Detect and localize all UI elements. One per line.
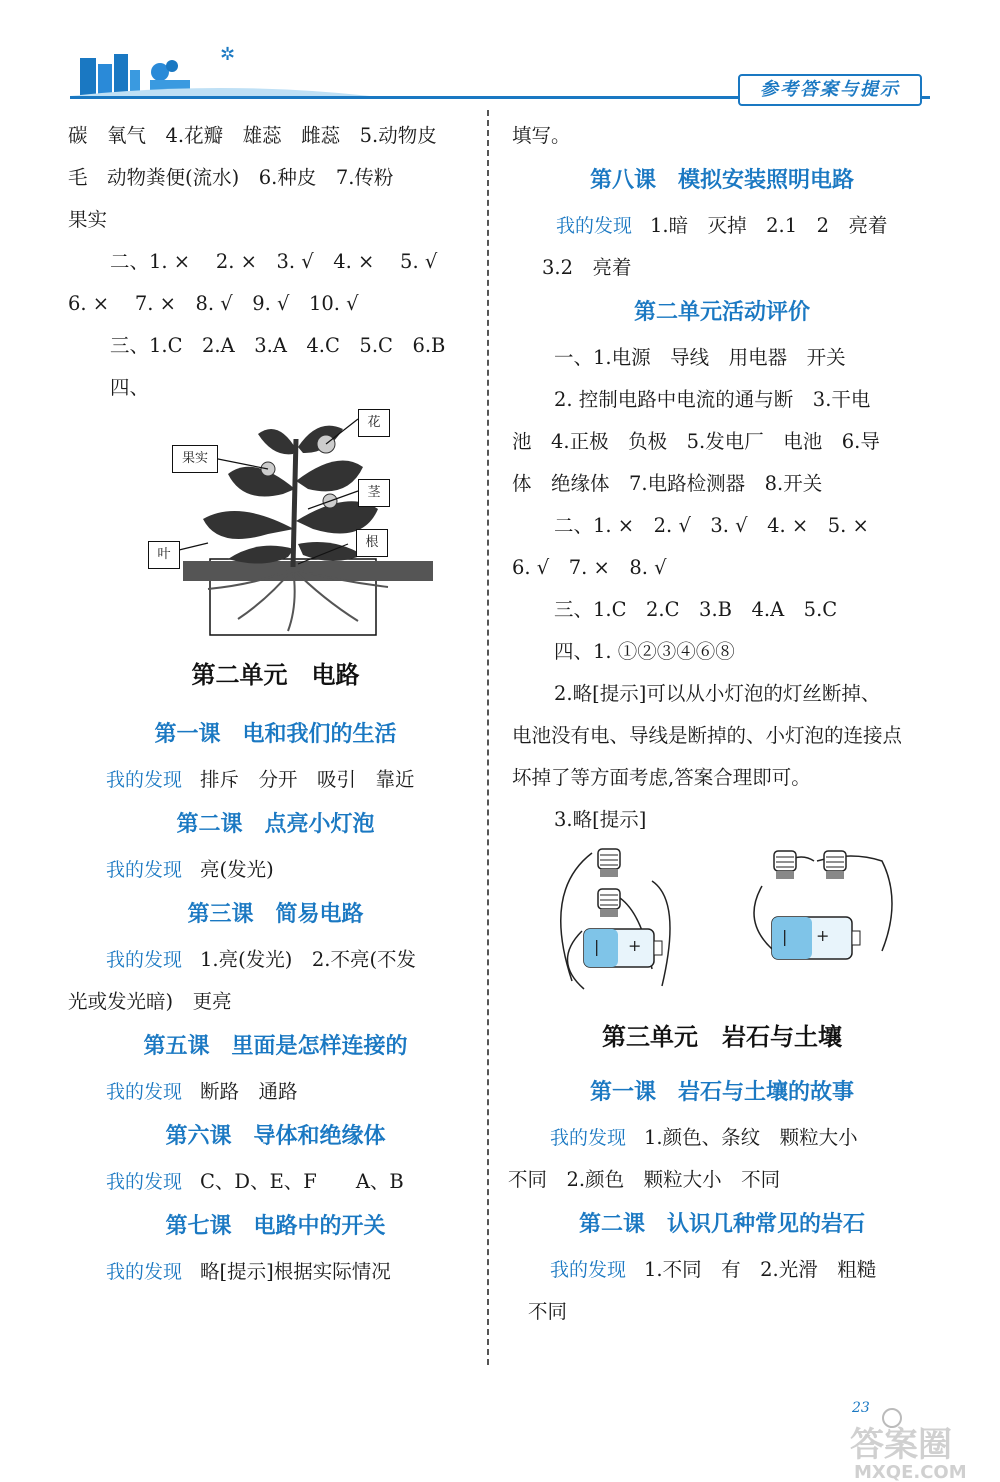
lesson-answer [68,849,483,891]
evaluation-title: 第二单元活动评价 [633,300,810,325]
answer-text: C、D、E、F A、B [200,1170,404,1193]
my-findings-label: 我的发现 [106,1261,183,1283]
circuit-illustration-icon [512,841,932,1011]
label-flower: 花 [358,409,390,437]
answer-line: 6. × 7. × 8. √ 9. √ 10. √ [68,292,359,315]
answer-line: 6. √ 7. × 8. √ [512,556,667,579]
lesson-title: 第一课 电和我们的生活 [154,722,397,747]
answer-text: 1.亮(发光) 2.不亮(不发 [200,948,417,971]
right-column [508,115,932,1333]
answer-line: 光或发光暗) 更亮 [68,990,232,1013]
answer-text: 亮(发光) [200,858,274,881]
answer-line: 碳 氧气 4.花瓣 雄蕊 雌蕊 5.动物皮 [68,124,437,147]
lesson-answer [68,1251,483,1293]
lesson-answer [512,1249,932,1291]
answer-line: 三、1.C 2.A 3.A 4.C 5.C 6.B [110,334,446,357]
battery-negative-sign: | [594,937,600,956]
lesson-title: 第二课 认识几种常见的岩石 [578,1212,865,1237]
lesson-answer [512,1117,932,1159]
battery-positive-sign: + [816,926,830,945]
answer-line: 四、1. ①②③④⑥⑧ [554,640,735,663]
answer-text: 1.暗 灭掉 2.1 2 亮着 [650,214,888,237]
circuit-diagrams [512,841,932,1011]
plant-diagram [68,409,483,641]
answer-line: 坏掉了等方面考虑,答案合理即可。 [512,766,811,789]
answer-line: 毛 动物粪便(流水) 6.种皮 7.传粉 [68,166,394,189]
answer-line: 二、1. × 2. √ 3. √ 4. × 5. × [554,514,869,537]
answer-line: 填写。 [512,124,571,147]
battery-positive-sign: + [628,936,642,955]
answer-line: 2. 控制电路中电流的通与断 3.干电 [554,388,871,411]
answer-line: 一、1.电源 导线 用电器 开关 [554,346,846,369]
lesson-answer [68,939,483,981]
label-fruit: 果实 [172,445,218,473]
page-number: 23 [852,1400,870,1416]
battery-negative-sign: | [782,927,788,946]
svg-text:MXQE.COM: MXQE.COM [854,1462,967,1482]
answer-text: 1.不同 有 2.光滑 粗糙 [644,1258,877,1281]
lesson-answer [512,205,932,247]
answer-text: 排斥 分开 吸引 靠近 [200,768,415,791]
answer-text: 略[提示]根据实际情况 [200,1260,391,1283]
watermark-logo-icon [850,1408,1000,1482]
label-leaf: 叶 [148,541,180,569]
label-stem: 茎 [358,479,390,507]
lesson-title: 第五课 里面是怎样连接的 [143,1034,408,1059]
answer-line: 果实 [68,208,108,231]
answer-line: 二、1. × 2. × 3. √ 4. × 5. √ [110,250,438,273]
lesson-title: 第七课 电路中的开关 [165,1214,386,1239]
my-findings-label: 我的发现 [106,769,183,791]
svg-text:✲: ✲ [220,44,236,65]
answer-line: 三、1.C 2.C 3.B 4.A 5.C [554,598,838,621]
plant-illustration-icon [148,409,478,641]
page-header [0,0,1000,110]
lesson-title: 第三课 简易电路 [187,902,364,927]
answer-line: 电池没有电、导线是断掉的、小灯泡的连接点 [512,724,903,747]
answer-line: 四、 [110,376,150,399]
answer-line: 体 绝缘体 7.电路检测器 8.开关 [512,472,823,495]
label-root: 根 [356,529,388,557]
lesson-answer [68,1161,483,1203]
answer-text: 断路 通路 [200,1080,298,1103]
my-findings-label: 我的发现 [106,1081,183,1103]
answer-text: 1.颜色、条纹 颗粒大小 [644,1126,858,1149]
city-skyline-icon [70,0,370,100]
lesson-answer [68,759,483,801]
lesson-title: 第六课 导体和绝缘体 [165,1124,386,1149]
lesson-title: 第一课 岩石与土壤的故事 [589,1080,854,1105]
my-findings-label: 我的发现 [106,859,183,881]
my-findings-label: 我的发现 [106,1171,183,1193]
lesson-answer [68,1071,483,1113]
answer-line: 不同 2.颜色 颗粒大小 不同 [508,1168,781,1191]
unit-title: 第二单元 电路 [191,661,360,689]
header-title: 参考答案与提示 [738,74,922,106]
answer-line: 池 4.正极 负极 5.发电厂 电池 6.导 [512,430,880,453]
answer-line: 3.略[提示] [554,808,647,831]
my-findings-label: 我的发现 [106,949,183,971]
my-findings-label: 我的发现 [550,1259,627,1281]
svg-text:答案圈: 答案圈 [850,1425,952,1465]
answer-line: 2.略[提示]可以从小灯泡的灯丝断掉、 [554,682,881,705]
lesson-title: 第八课 模拟安装照明电路 [589,168,854,193]
answer-line: 3.2 亮着 [542,256,632,279]
unit-title: 第三单元 岩石与土壤 [602,1023,842,1051]
my-findings-label: 我的发现 [550,1127,627,1149]
left-column [68,115,483,1293]
column-divider [487,110,489,1365]
lesson-title: 第二课 点亮小灯泡 [176,812,375,837]
answer-line: 不同 [528,1300,568,1323]
my-findings-label: 我的发现 [556,215,633,237]
